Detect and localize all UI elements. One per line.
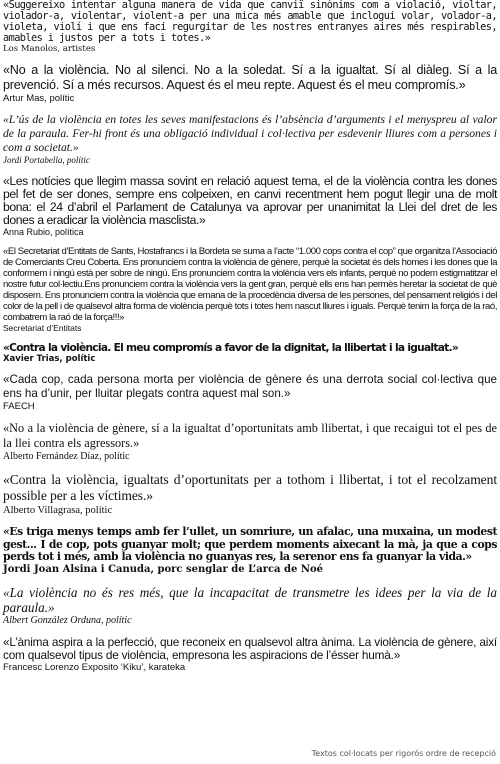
quote-author: Artur Mas, polític — [3, 93, 75, 104]
quote-author: Francesc Lorenzo Exposito ‘Kiku’, karateka — [3, 661, 186, 673]
quote-block — [3, 526, 497, 576]
quote-author: Secretariat d’Entitats — [3, 323, 82, 333]
quote-text: «L’ús de la violència en totes les seves manifestacions és l’absència d’arguments i el menyspreu al valor de la paraula. Fer-hi front és una obligació individual i col·lectiva per esdevenir lliures com a persones i com a societat.» — [3, 113, 497, 154]
quote-author: Alberto Fernández Díaz, polític — [3, 451, 130, 462]
quote-block — [3, 246, 497, 333]
quote-author: Albert González Orduna, polític — [3, 614, 132, 626]
quote-author: Xavier Trias, polític — [3, 354, 96, 364]
quote-text: «Cada cop, cada persona morta per violència de gènere és una derrota social col·lectiva que ens ha d’unir, per lluitar plegats contra aquest mal son.» — [3, 373, 497, 400]
quote-text: «Suggereixo intentar alguna manera de vida que canviï sinònims com a violació, violtar, violador-a, violentar, violent-a per una mica més amable que inclogui volar, volador-a, violeta, violí i que ens faci regurgitar de les nostres entranyes aires més respirables, amables i justos per a tots i totes.» — [3, 0, 497, 44]
quote-author: Anna Rubio, política — [3, 227, 84, 237]
quote-text: «Es triga menys temps amb fer l’ullet, un somriure, un afalac, una muxaina, un modest gest... I de cop, pots guanyar molt; que perdem moments aixecant la mà, ja que a cops perds tot i més, amb la violència no guanyas res, la serenor ens fa guanyar la vida.» — [3, 525, 497, 563]
quote-text: «La violència no és res més, que la incapacitat de transmetre les idees per la via de la paraula.» — [3, 584, 497, 615]
quote-block — [3, 63, 497, 104]
quote-text: «El Secretariat d’Entitats de Sants, Hostafrancs i la Bordeta se suma a l’acte “1.000 cops contra el cop” que organitza l’Associació de Comerciants Creu Coberta. Ens pronunciem contra la violència de gènere, perquè la societat és dels homes i les dones que la conformem i ningú està per sobre de ningú. Ens pronunciem contra la violència vers els infants, perquè no podem estigmatitzar el nostre futur col·lectiu.Ens pronunciem contra la violència vers la gent gran, perquè ells ens han permès heretar la societat de què disposem. Ens pronunciem contra la violència que emana de la procedència diversa de les persones, del pensament religiós i del color de la pell i de qualsevol altra forma de violència perquè tots i totes hem nascut lliures i iguals. Perquè tenim la força de la raó, combatrem la raó de la força!!!» — [3, 246, 497, 323]
quote-text: «Les notícies que llegim massa sovint en relació aquest tema, el de la violència contra les dones pel fet de ser dones, sempre ens colpeixen, en canvi recentment hem pogut llegir una de molt bona: el 24 d’abril el Parlament de Catalunya va aprovar per unanimitat la Llei del dret de les dones a eradicar la violència masclista.» — [3, 174, 497, 227]
quote-author: Los Manolos, artistes — [3, 44, 96, 54]
quote-text: «Contra la violència, igualtats d’oportunitats per a tothom i llibertat, i tot el recolzament possible per a les víctimes.» — [3, 472, 497, 503]
quote-block — [3, 342, 497, 364]
quote-block — [3, 0, 497, 54]
quote-block — [3, 373, 497, 412]
quote-block — [3, 113, 497, 166]
quote-block — [3, 472, 497, 517]
quote-author: Jordi Portabella, polític — [3, 155, 90, 165]
quote-author: Jordi Joan Alsina i Canuda, porc senglar de L’arca de Noé — [3, 563, 324, 575]
quote-author: FAECH — [3, 401, 35, 412]
quote-text: «No a la violència de gènere, sí a la igualtat d’oportunitats amb llibertat, i que recaigui tot el pes de la llei contra els agressors.» — [3, 421, 497, 450]
quote-text: «Contra la violència. El meu compromís a favor de la dignitat, la llibertat i la igualtat.» — [3, 342, 458, 354]
quote-block — [3, 421, 497, 463]
quote-block — [3, 636, 497, 673]
quote-text: «L’ànima aspira a la perfecció, que reconeix en qualsevol altra ànima. La violència de gènere, així com qualsevol tipus de violència, empresona les aspiracions de l’ésser humà.» — [3, 634, 497, 662]
quote-author: Alberto Villagrasa, polític — [3, 505, 113, 516]
quote-text: «No a la violència. No al silenci. No a la soledat. Sí a la igualtat. Sí al diàleg. Sí a la prevenció. Sí a més recursos. Aquest és el meu repte. Aquest és el meu compromís.» — [3, 63, 497, 92]
quote-block — [3, 175, 497, 237]
quote-block — [3, 585, 497, 627]
footer-note: Textos col·locats per rigorós ordre de recepció — [311, 749, 496, 758]
